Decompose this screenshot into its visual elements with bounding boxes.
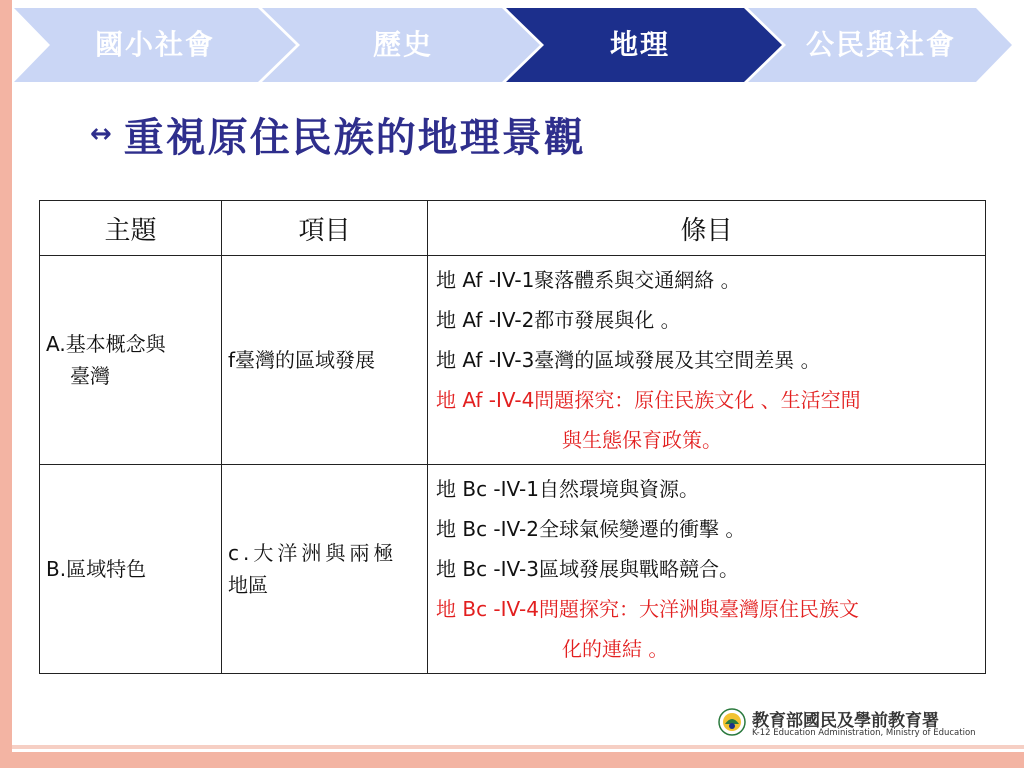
nav-label-geography[interactable]: 地理: [609, 28, 670, 61]
entry-bc-1: 地 Bc -IV-1自然環境與資源。: [436, 477, 699, 501]
entry-af-4-highlight-cont: 與生態保育政策。: [562, 428, 722, 452]
item-cell: [222, 256, 428, 465]
entries-cell: [428, 256, 986, 465]
ministry-emblem-icon: [718, 708, 746, 736]
topic-text: B.區域特色: [46, 557, 147, 581]
topic-text-cont: 臺灣: [70, 364, 110, 388]
page-title: [90, 104, 586, 164]
entry-bc-2: 地 Bc -IV-2全球氣候變遷的衝擊 。: [436, 517, 746, 541]
item-text: f臺灣的區域發展: [228, 348, 376, 372]
left-decor-bar: [0, 0, 12, 768]
topic-cell: [40, 256, 222, 465]
item-text: c.大洋洲與兩極: [228, 541, 398, 565]
page-title-text: 重視原住民族的地理景觀: [123, 114, 586, 161]
entry-af-3: 地 Af -IV-3臺灣的區域發展及其空間差異 。: [436, 348, 821, 372]
bottom-decor-bar: [0, 752, 1024, 768]
header-topic: 主題: [40, 201, 222, 256]
table-row: [40, 256, 986, 465]
topic-text: A.基本概念與: [46, 332, 166, 356]
subject-nav: [0, 0, 1024, 90]
double-arrow-icon: ↔: [90, 119, 112, 149]
header-entries: 條目: [428, 201, 986, 256]
nav-label-civics[interactable]: 公民與社會: [805, 28, 956, 61]
entry-bc-4-highlight-cont: 化的連結 。: [562, 637, 669, 661]
nav-label-elementary-social[interactable]: 國小社會: [94, 28, 215, 61]
header-item: 項目: [222, 201, 428, 256]
entry-af-2: 地 Af -IV-2都市發展與化 。: [436, 308, 681, 332]
ministry-name-en: K-12 Education Administration, Ministry of Education: [752, 728, 976, 738]
entries-cell: [428, 465, 986, 674]
entry-af-4-highlight: 地 Af -IV-4問題探究：原住民族文化 、生活空間: [436, 388, 861, 412]
nav-label-history[interactable]: 歷史: [372, 28, 433, 61]
ministry-logo: [718, 706, 976, 742]
table-row: [40, 465, 986, 674]
ministry-name-cn: 教育部國民及學前教育署: [752, 711, 939, 731]
entry-bc-3: 地 Bc -IV-3區域發展與戰略競合。: [436, 557, 739, 581]
item-cell: [222, 465, 428, 674]
entry-bc-4-highlight: 地 Bc -IV-4問題探究：大洋洲與臺灣原住民族文: [436, 597, 859, 621]
topic-cell: [40, 465, 222, 674]
curriculum-table: [39, 200, 986, 674]
item-text-cont: 地區: [228, 573, 268, 597]
bottom-decor-line: [12, 745, 1024, 749]
table-header-row: [40, 201, 986, 256]
entry-af-1: 地 Af -IV-1聚落體系與交通網絡 。: [436, 268, 741, 292]
